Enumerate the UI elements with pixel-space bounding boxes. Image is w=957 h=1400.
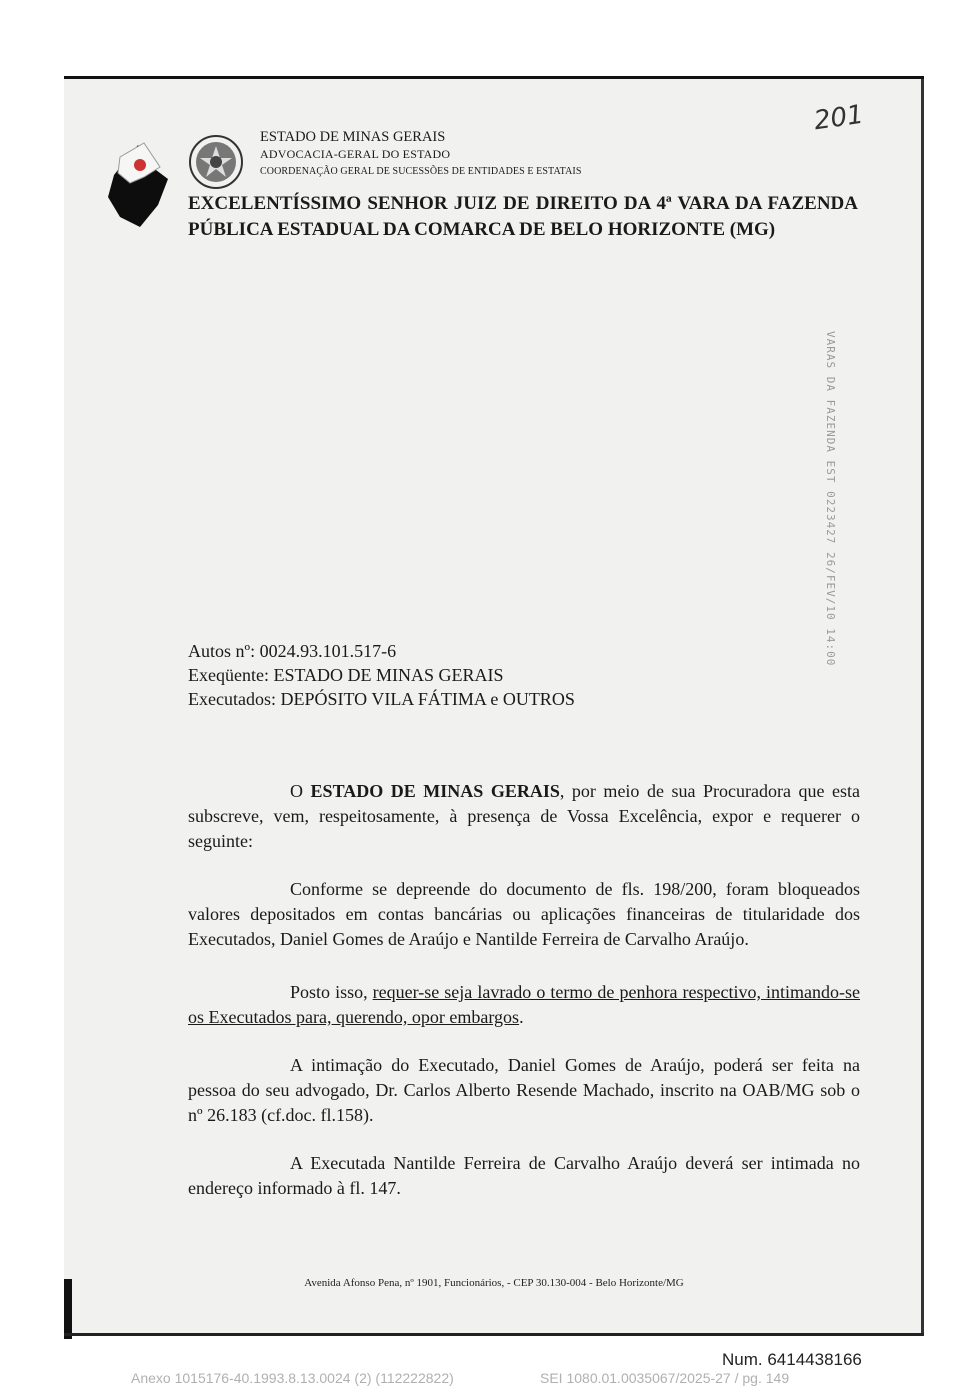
document-number: Num. 6414438166 bbox=[722, 1350, 862, 1369]
petition-body bbox=[188, 779, 860, 1224]
scan-edge bbox=[64, 1333, 924, 1336]
paragraph-blocked-funds: Conforme se depreende do documento de fls. 198/200, foram bloqueados valores depositados em contas bancárias ou aplicações financeiras de titularidade dos Executados, Daniel Gomes de Araújo e Nantilde Ferreira de Carvalho Araújo. bbox=[188, 879, 860, 949]
torn-corner-mark bbox=[100, 127, 170, 227]
case-plaintiff: Exeqüente: ESTADO DE MINAS GERAIS bbox=[188, 665, 504, 685]
letterhead bbox=[260, 129, 582, 180]
protocol-stamp: VARAS DA FAZENDA EST 0223427 26/FEV/10 14:00 bbox=[824, 331, 837, 667]
handwritten-page-number: 201 bbox=[812, 99, 866, 137]
scan-edge bbox=[921, 79, 924, 1336]
annex-reference: Anexo 1015176-40.1993.8.13.0024 (2) (112222822) bbox=[131, 1370, 454, 1386]
footer-address: Avenida Afonso Pena, nº 1901, Funcionários, - CEP 30.130-004 - Belo Horizonte/MG bbox=[304, 1277, 684, 1289]
paragraph-summons-lawyer: A intimação do Executado, Daniel Gomes de Araújo, poderá ser feita na pessoa do seu advogado, Dr. Carlos Alberto Resende Machado, inscrito na OAB/MG sob o nº 26.183 (cf.doc. fl.158). bbox=[188, 1055, 860, 1125]
case-info bbox=[188, 639, 575, 711]
state-coat-of-arms-icon bbox=[188, 134, 244, 190]
letterhead-agency: ADVOCACIA-GERAL DO ESTADO bbox=[260, 147, 451, 161]
scanned-page bbox=[64, 76, 924, 1336]
sei-reference: SEI 1080.01.0035067/2025-27 / pg. 149 bbox=[540, 1370, 790, 1386]
paragraph-intro: O ESTADO DE MINAS GERAIS, por meio de sua Procuradora que esta subscreve, vem, respeitosamente, à presença de Vossa Excelência, expor e requerer o seguinte: bbox=[188, 781, 861, 851]
case-defendants: Executados: DEPÓSITO VILA FÁTIMA e OUTROS bbox=[188, 689, 575, 709]
letterhead-department: COORDENAÇÃO GERAL DE SUCESSÕES DE ENTIDADES E ESTATAIS bbox=[260, 166, 582, 177]
paragraph-request: Posto isso, requer-se seja lavrado o termo de penhora respectivo, intimando-se os Executados para, querendo, opor embargos. bbox=[188, 982, 861, 1027]
request-text: requer-se seja lavrado o termo de penhora respectivo, intimando-se os Executados para, querendo, opor embargos bbox=[188, 982, 861, 1027]
case-number: Autos nº: 0024.93.101.517-6 bbox=[188, 641, 397, 661]
letterhead-state: ESTADO DE MINAS GERAIS bbox=[260, 129, 446, 145]
party-name: ESTADO DE MINAS GERAIS bbox=[310, 781, 560, 801]
paragraph-summons-address: A Executada Nantilde Ferreira de Carvalho Araújo deverá ser intimada no endereço informado à fl. 147. bbox=[188, 1153, 860, 1198]
addressee: EXCELENTÍSSIMO SENHOR JUIZ DE DIREITO DA 4ª VARA DA FAZENDA PÚBLICA ESTADUAL DA COMARCA DE BELO HORIZONTE (MG) bbox=[188, 193, 858, 240]
